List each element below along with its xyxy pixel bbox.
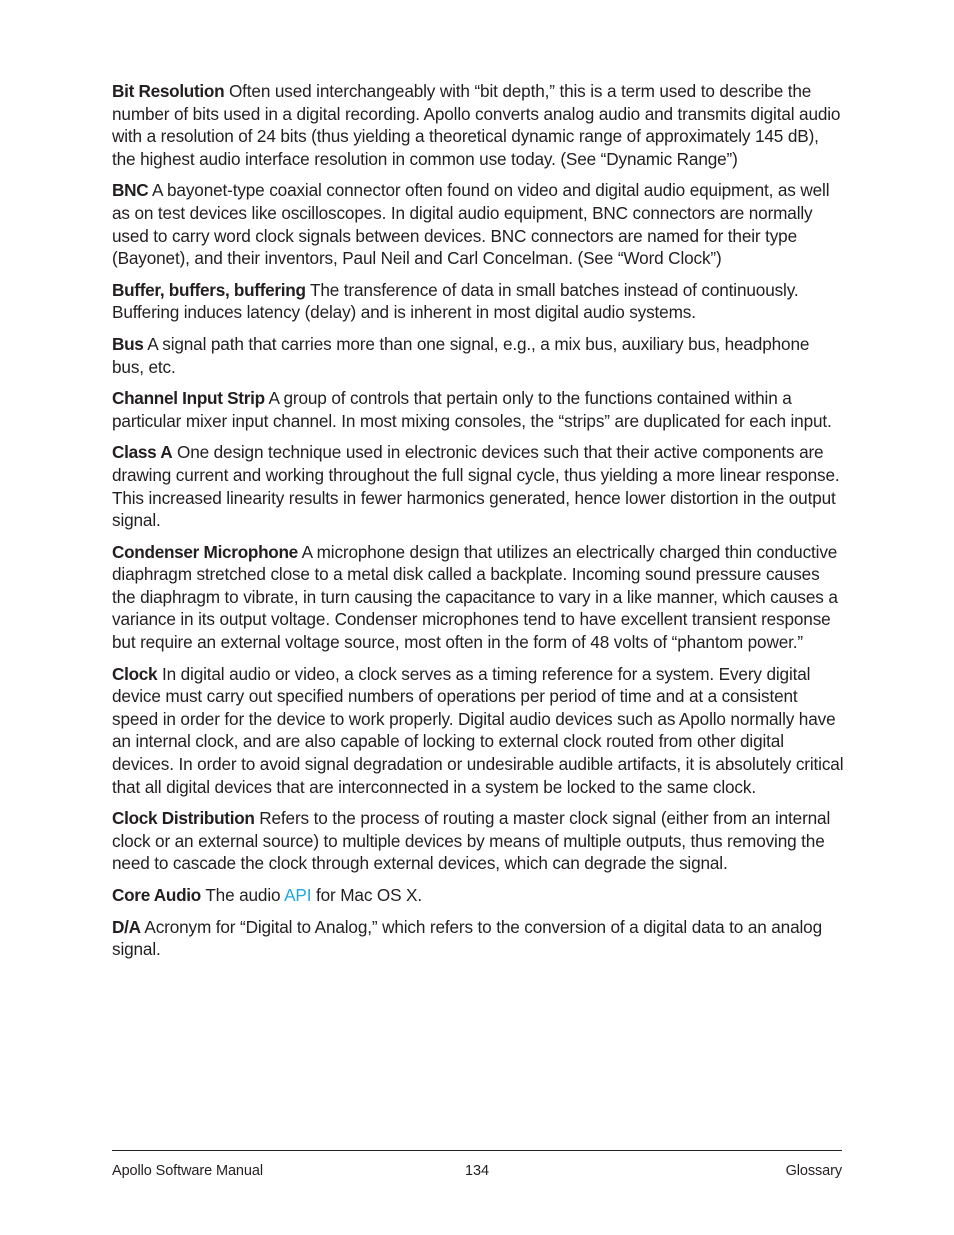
glossary-entry-condenser-microphone bbox=[112, 541, 844, 654]
page-footer bbox=[112, 1161, 842, 1181]
glossary-definition: Acronym for “Digital to Analog,” which refers to the conversion of a digital data to an analog signal. bbox=[112, 916, 822, 960]
glossary-definition: Refers to the process of routing a master clock signal (either from an internal clock or an external source) to multiple devices by means of multiple outputs, thus removing the need to cascade the clock through external devices, which can degrade the signal. bbox=[112, 808, 831, 874]
glossary-entry-clock bbox=[112, 663, 844, 799]
glossary-definition: A microphone design that utilizes an electrically charged thin conductive diaphragm stretched close to a metal disk called a backplate. Incoming sound pressure causes the diaphragm to vibrate, in turn causing the capacitance to vary in a like manner, which causes a variance in its output voltage. Condenser microphones tend to have excellent transient response but require an external voltage source, most often in the form of 48 volts of “phantom power.” bbox=[112, 541, 838, 653]
glossary-term: Bus bbox=[112, 333, 144, 354]
glossary-term: Class A bbox=[112, 442, 173, 463]
glossary-term: Bit Resolution bbox=[112, 81, 225, 101]
glossary-term: Clock bbox=[112, 663, 158, 684]
glossary-definition: The audio bbox=[205, 885, 281, 905]
glossary-definition: Often used interchangeably with “bit depth,” this is a term used to describe the number of bits used in a digital recording. Apollo converts analog audio and transmits digital audio with a resolution of 24 bits (thus yielding a theoretical dynamic range of approximately 145 dB), the highest audio interface resolution in common use today. (See “Dynamic Range”) bbox=[112, 81, 841, 169]
footer-manual-title: Apollo Software Manual bbox=[112, 1163, 263, 1179]
glossary-definition: A signal path that carries more than one signal, e.g., a mix bus, auxiliary bus, headphone bus, etc. bbox=[112, 333, 810, 377]
glossary-term: D/A bbox=[112, 916, 141, 937]
glossary-definition: A group of controls that pertain only to the functions contained within a particular mixer input channel. In most mixing consoles, the “strips” are duplicated for each input. bbox=[112, 388, 832, 431]
glossary-entry-d-a bbox=[112, 916, 844, 961]
glossary-definition: In digital audio or video, a clock serves as a timing reference for a system. Every digital device must carry out specified numbers of operations per period of time and at a consistent speed in order for the device to work properly. Digital audio devices such as Apollo normally have an internal clock, and are also capable of locking to external clock routed from other digital devices. In order to avoid signal degradation or undesirable audible artifacts, it is absolutely critical that all digital devices that are interconnected in a system be locked to the same clock. bbox=[112, 663, 844, 797]
footer-page-number: 134 bbox=[465, 1163, 489, 1179]
footer-divider bbox=[112, 1150, 842, 1151]
glossary-definition: The transference of data in small batches instead of continuously. Buffering induces latency (delay) and is inherent in most digital audio systems. bbox=[112, 279, 799, 323]
glossary-term: Buffer, buffers, buffering bbox=[112, 279, 306, 300]
glossary-definition: One design technique used in electronic devices such that their active components are drawing current and working throughout the full signal cycle, thus yielding a more linear response. This increased linearity results in fewer harmonics generated, hence lower distortion in the output signal. bbox=[112, 442, 840, 531]
glossary-entry-core-audio bbox=[112, 884, 844, 907]
glossary-term: BNC bbox=[112, 180, 149, 201]
glossary-content bbox=[112, 80, 844, 970]
glossary-entry-bit-resolution bbox=[112, 80, 844, 170]
glossary-entry-bus bbox=[112, 333, 844, 378]
glossary-term: Clock Distribution bbox=[112, 808, 255, 829]
glossary-entry-clock-distribution bbox=[112, 807, 844, 875]
glossary-entry-buffer bbox=[112, 279, 844, 324]
glossary-term: Core Audio bbox=[112, 885, 201, 905]
glossary-entry-channel-input-strip bbox=[112, 387, 844, 432]
api-link[interactable]: API bbox=[284, 885, 312, 905]
glossary-entry-bnc bbox=[112, 179, 844, 269]
glossary-entry-class-a bbox=[112, 441, 844, 531]
glossary-term: Condenser Microphone bbox=[112, 541, 298, 562]
glossary-definition: A bayonet-type coaxial connector often found on video and digital audio equipment, as well as on test devices like oscilloscopes. In digital audio equipment, BNC connectors are normally used to carry word clock signals between devices. BNC connectors are named for their type (Bayonet), and their inventors, Paul Neil and Carl Concelman. (See “Word Clock”) bbox=[112, 180, 830, 269]
glossary-definition: for Mac OS X. bbox=[316, 885, 422, 905]
glossary-term: Channel Input Strip bbox=[112, 388, 265, 409]
footer-section-name: Glossary bbox=[785, 1163, 842, 1179]
